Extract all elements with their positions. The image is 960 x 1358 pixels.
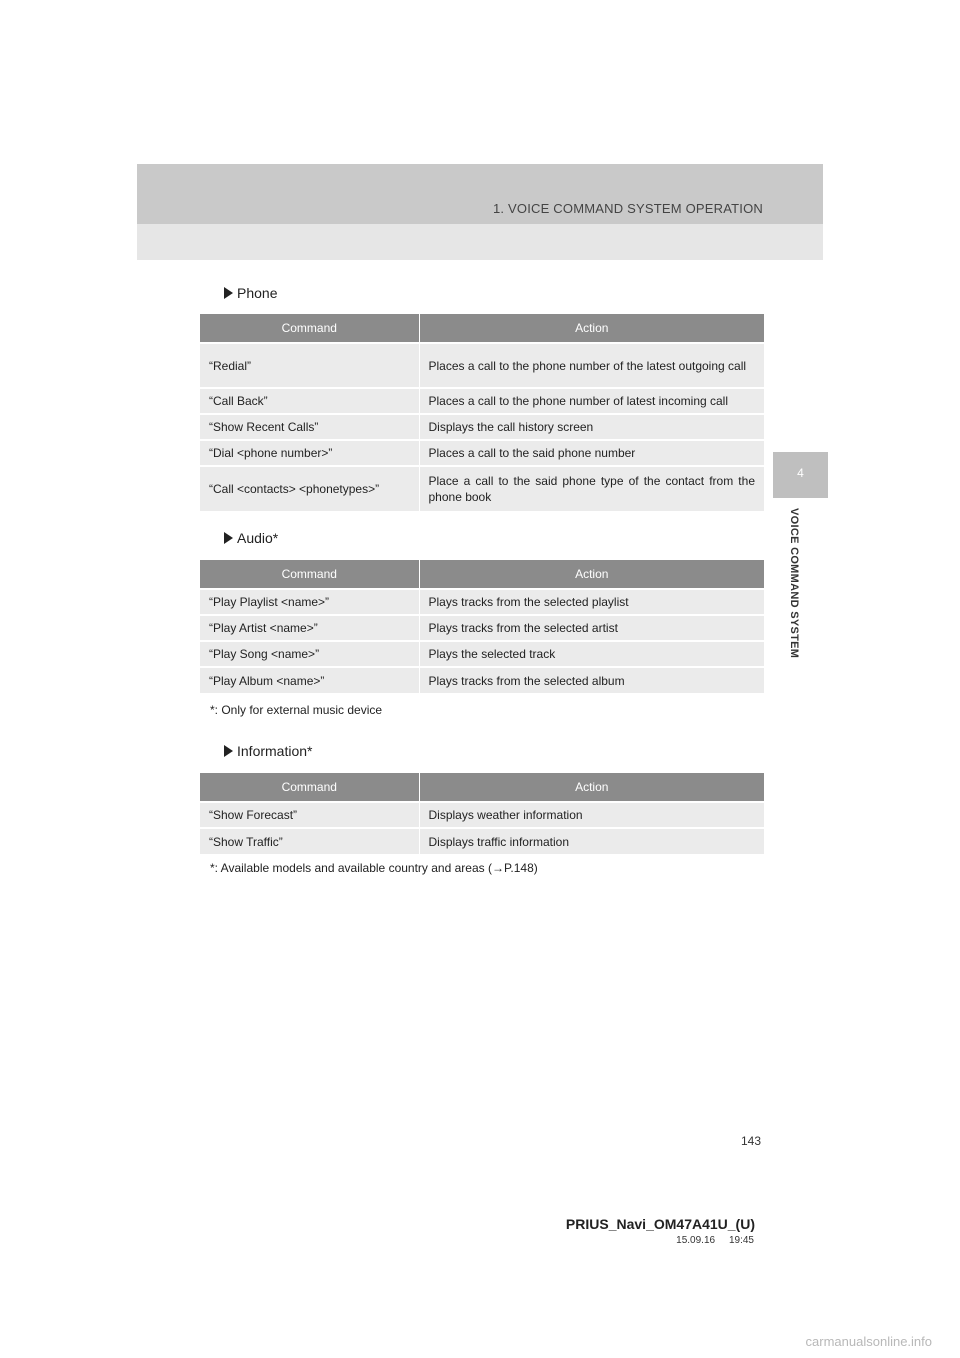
table-row xyxy=(200,615,764,641)
table-row xyxy=(200,440,764,466)
command-cell: “Show Forecast” xyxy=(200,802,419,828)
section-heading-phone xyxy=(224,285,277,301)
column-header-action: Action xyxy=(419,560,764,589)
command-cell: “Play Playlist <name>” xyxy=(200,589,419,615)
column-header-action: Action xyxy=(419,314,764,343)
action-cell: Plays tracks from the selected playlist xyxy=(419,589,764,615)
table-header-row xyxy=(200,314,764,343)
table-row xyxy=(200,466,764,511)
command-cell: “Call Back” xyxy=(200,388,419,414)
page-header-subbar xyxy=(137,224,823,260)
footnote-audio: *: Only for external music device xyxy=(210,703,383,717)
table-header-row xyxy=(200,560,764,589)
action-cell: Displays the call history screen xyxy=(419,414,764,440)
command-cell: “Show Traffic” xyxy=(200,828,419,854)
command-cell: “Play Song <name>” xyxy=(200,641,419,667)
footer-timestamp: 15.09.16 19:45 xyxy=(676,1235,754,1246)
section-heading-information xyxy=(224,743,312,759)
section-heading-audio xyxy=(224,530,278,546)
chapter-label-text: VOICE COMMAND SYSTEM xyxy=(788,508,800,659)
table-row xyxy=(200,589,764,615)
triangle-bullet-icon xyxy=(224,745,233,757)
action-cell: Place a call to the said phone type of the contact from the phone book xyxy=(419,466,764,511)
table-row xyxy=(200,667,764,693)
command-cell: “Call <contacts> <phonetypes>” xyxy=(200,466,419,511)
action-cell: Plays tracks from the selected artist xyxy=(419,615,764,641)
page-number: 143 xyxy=(741,1134,762,1148)
page-header-bar xyxy=(137,164,823,224)
chapter-side-label xyxy=(780,508,820,678)
table-row xyxy=(200,388,764,414)
table-header-row xyxy=(200,773,764,802)
footer-doc-id: PRIUS_Navi_OM47A41U_(U) xyxy=(565,1216,755,1232)
column-header-command: Command xyxy=(200,773,419,802)
command-cell: “Play Album <name>” xyxy=(200,667,419,693)
command-cell: “Redial” xyxy=(200,343,419,388)
chapter-number: 4 xyxy=(797,466,804,480)
phone-command-table xyxy=(200,314,764,511)
audio-command-table xyxy=(200,560,764,693)
action-cell: Places a call to the phone number of latest incoming call xyxy=(419,388,764,414)
information-command-table xyxy=(200,773,764,854)
table-row xyxy=(200,343,764,388)
footnote-information: *: Available models and available country and areas (→P.148) xyxy=(210,861,538,875)
section-title: Audio* xyxy=(237,530,279,546)
section-title: Information* xyxy=(237,743,313,759)
table-row xyxy=(200,802,764,828)
column-header-action: Action xyxy=(419,773,764,802)
command-cell: “Show Recent Calls” xyxy=(200,414,419,440)
page-header-title: 1. VOICE COMMAND SYSTEM OPERATION xyxy=(492,201,763,216)
chapter-tab xyxy=(773,452,828,498)
triangle-bullet-icon xyxy=(224,532,233,544)
action-cell: Displays weather information xyxy=(419,802,764,828)
action-cell: Plays tracks from the selected album xyxy=(419,667,764,693)
command-cell: “Dial <phone number>” xyxy=(200,440,419,466)
table-row xyxy=(200,828,764,854)
watermark: carmanualsonline.info xyxy=(805,1334,932,1349)
column-header-command: Command xyxy=(200,560,419,589)
action-cell: Plays the selected track xyxy=(419,641,764,667)
table-row xyxy=(200,414,764,440)
column-header-command: Command xyxy=(200,314,419,343)
table-row xyxy=(200,641,764,667)
action-cell: Displays traffic information xyxy=(419,828,764,854)
action-cell: Places a call to the phone number of the latest outgoing call xyxy=(419,343,764,388)
action-cell: Places a call to the said phone number xyxy=(419,440,764,466)
command-cell: “Play Artist <name>” xyxy=(200,615,419,641)
triangle-bullet-icon xyxy=(224,287,233,299)
section-title: Phone xyxy=(237,285,278,301)
